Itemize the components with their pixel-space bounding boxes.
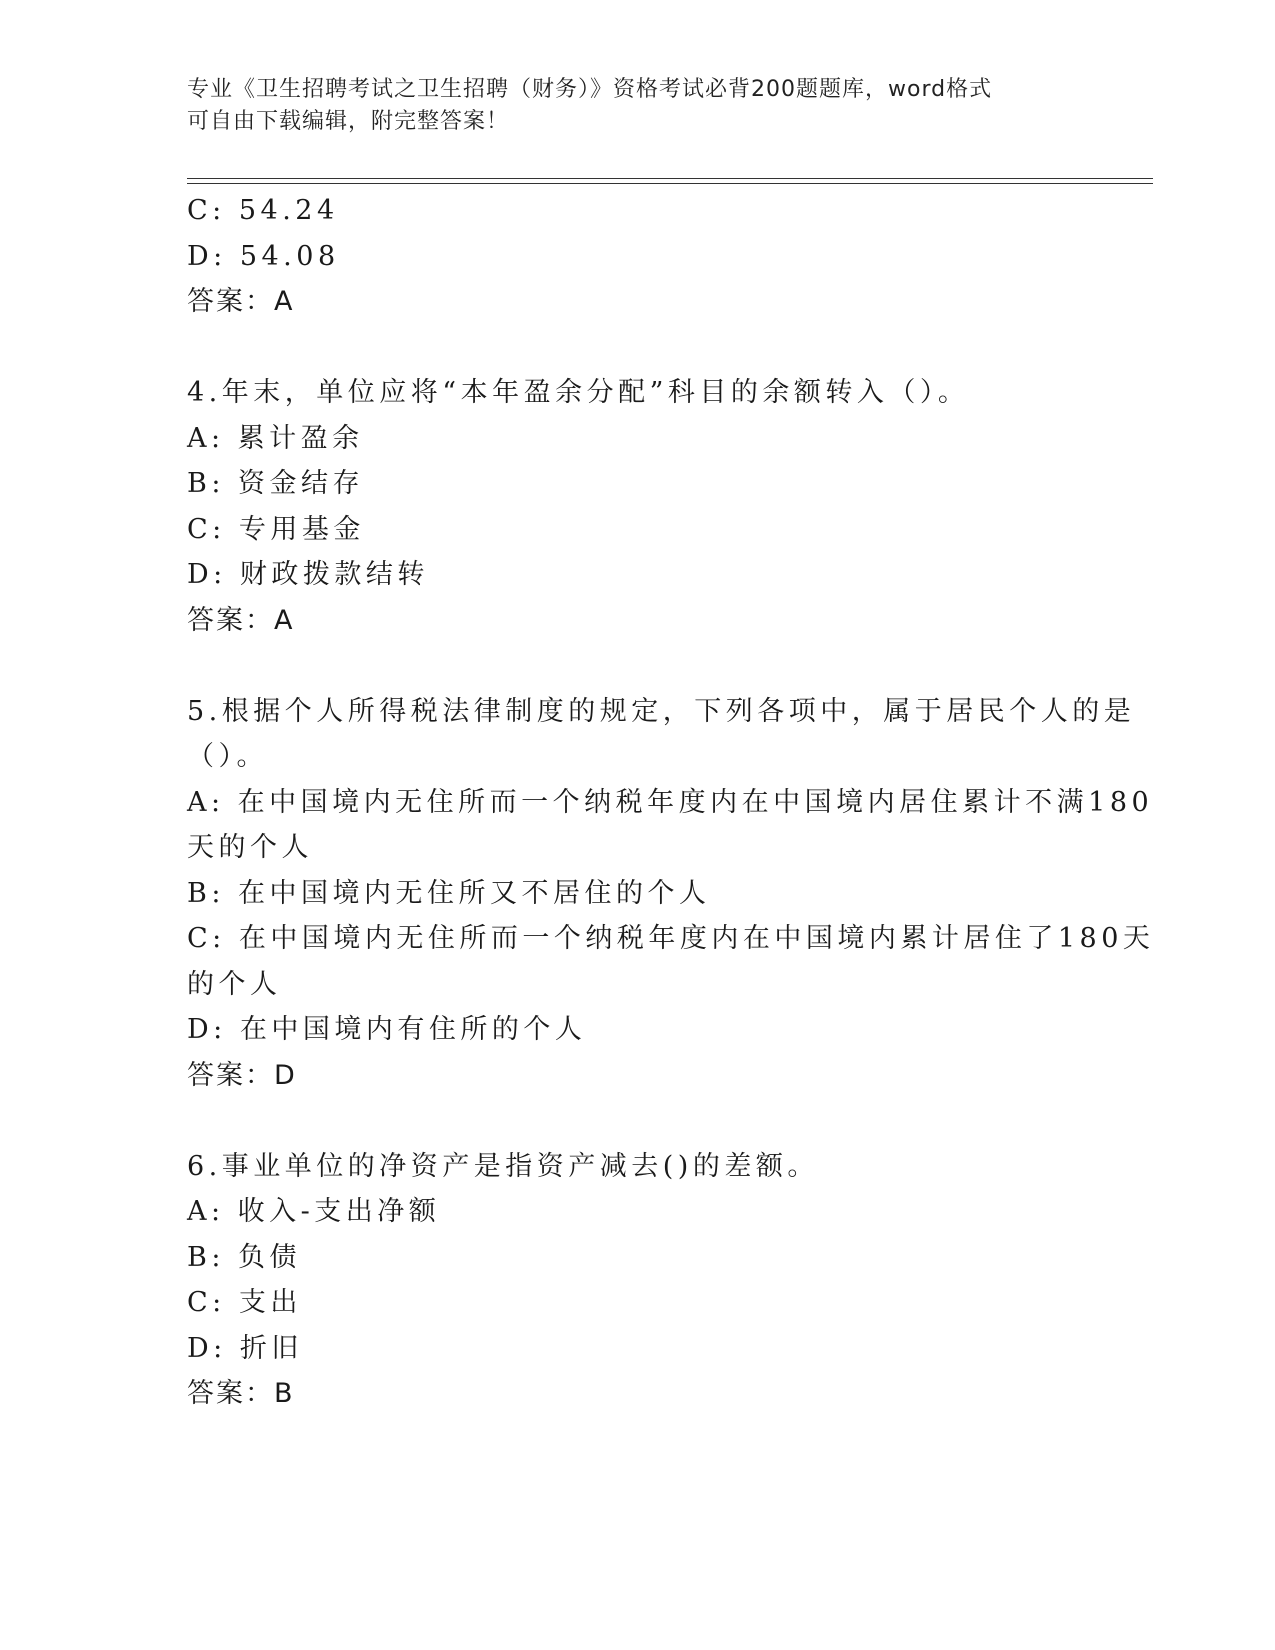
question-stem: 6.事业单位的净资产是指资产减去()的差额。 bbox=[187, 1150, 819, 1182]
option-d: D: 折旧 bbox=[187, 1332, 303, 1364]
answer-line: 答案：A bbox=[187, 604, 295, 636]
header-divider-top bbox=[187, 178, 1153, 179]
option-b: B: 资金结存 bbox=[187, 468, 365, 499]
answer-line: 答案：A bbox=[187, 286, 295, 317]
option-a: A: 收入-支出净额 bbox=[187, 1196, 441, 1227]
option-a: A: 累计盈余 bbox=[187, 422, 364, 454]
question-stem-line-1: 5.根据个人所得税法律制度的规定，下列各项中，属于居民个人的是 bbox=[187, 695, 1136, 727]
option-b: B: 在中国境内无住所又不居住的个人 bbox=[187, 877, 711, 909]
question-5 bbox=[187, 689, 1155, 1099]
question-stem-line-2: （）。 bbox=[187, 741, 268, 772]
question-stem: 4.年末，单位应将“本年盈余分配”科目的余额转入（）。 bbox=[187, 377, 970, 408]
question-6 bbox=[187, 1144, 1087, 1417]
option-d: D: 在中国境内有住所的个人 bbox=[187, 1014, 587, 1045]
option-c: C: 专用基金 bbox=[187, 513, 365, 545]
answer-line: 答案：D bbox=[187, 1059, 297, 1091]
spacer bbox=[187, 643, 1087, 689]
option-a-line-1: A: 在中国境内无住所而一个纳税年度内在中国境内居住累计不满180 bbox=[187, 786, 1154, 818]
answer-line: 答案：B bbox=[187, 1378, 295, 1409]
option-d: D: 54.08 bbox=[187, 240, 340, 272]
spacer bbox=[187, 325, 1087, 371]
option-c-line-1: C: 在中国境内无住所而一个纳税年度内在中国境内累计居住了180天 bbox=[187, 923, 1155, 954]
option-c: C: 54.24 bbox=[187, 195, 339, 226]
option-b: B: 负债 bbox=[187, 1241, 302, 1273]
question-3-tail bbox=[187, 188, 1087, 325]
spacer bbox=[187, 1098, 1087, 1144]
question-list bbox=[187, 188, 1155, 1417]
option-c-line-2: 的个人 bbox=[187, 968, 282, 1000]
header-title-line-1: 专业《卫生招聘考试之卫生招聘（财务）》资格考试必背200题题库，word格式 bbox=[187, 77, 993, 102]
option-c: C: 支出 bbox=[187, 1287, 302, 1318]
option-d: D: 财政拨款结转 bbox=[187, 559, 429, 590]
document-header bbox=[187, 74, 1067, 138]
question-4 bbox=[187, 370, 1087, 643]
header-title-line-2: 可自由下载编辑，附完整答案！ bbox=[187, 109, 510, 134]
option-a-line-2: 天的个人 bbox=[187, 832, 313, 863]
header-divider-bottom bbox=[187, 183, 1153, 184]
